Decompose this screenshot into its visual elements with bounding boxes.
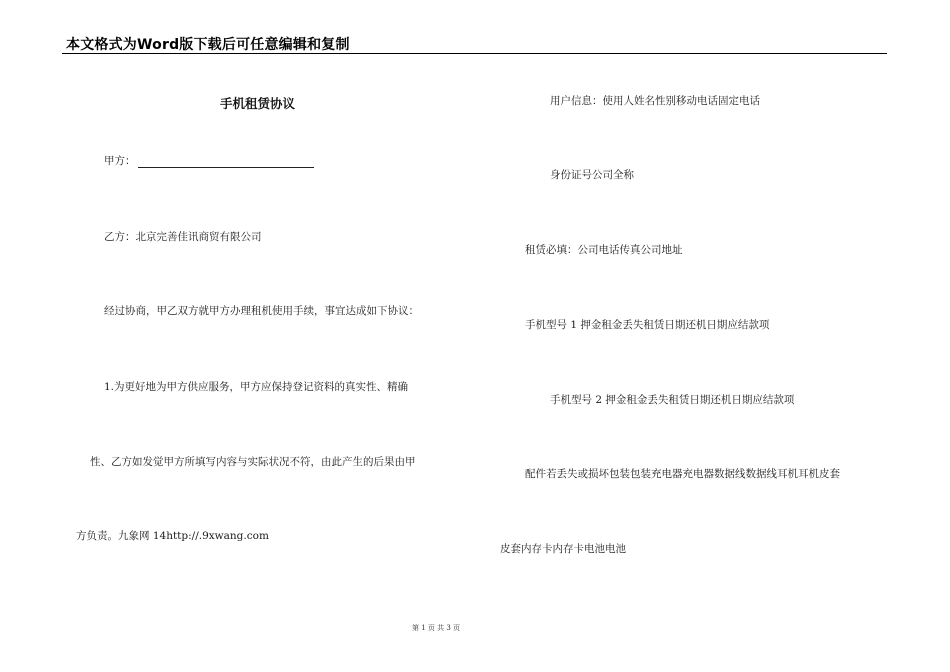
party-b-line: 乙方：北京完善佳讯商贸有限公司 <box>104 231 262 243</box>
party-a-label: 甲方： <box>104 155 136 167</box>
intro-paragraph: 经过协商，甲乙双方就甲方办理租机使用手续，事宜达成如下协议： <box>104 305 419 317</box>
header-divider <box>62 53 887 54</box>
rental-required-line: 租赁必填：公司电话传真公司地址 <box>525 244 683 256</box>
phone-model-2-line: 手机型号 2 押金租金丢失租赁日期还机日期应结款项 <box>550 394 795 406</box>
page-indicator: 第 1 页 共 3 页 <box>412 624 461 632</box>
phone-model-1-line: 手机型号 1 押金租金丢失租赁日期还机日期应结款项 <box>525 319 770 331</box>
clause-1-line-3: 方负责。九象网 14http://.9xwang.com <box>76 530 269 542</box>
id-company-line: 身份证号公司全称 <box>550 169 634 181</box>
clause-1-line-1: 1.为更好地为甲方供应服务，甲方应保持登记资料的真实性、精确 <box>104 381 409 393</box>
accessories-line: 配件若丢失或损坏包装包装充电器充电器数据线数据线耳机耳机皮套 <box>525 468 840 480</box>
party-a-line <box>104 154 314 168</box>
document-header-title: 本文格式为Word版下载后可任意编辑和复制 <box>66 37 350 53</box>
accessories-continued-line: 皮套内存卡内存卡电池电池 <box>500 543 626 555</box>
user-info-line: 用户信息：使用人姓名性别移动电话固定电话 <box>550 95 760 107</box>
agreement-title: 手机租赁协议 <box>220 96 296 111</box>
party-a-blank <box>138 157 314 168</box>
clause-1-line-2: 性、乙方如发觉甲方所填写内容与实际状况不符，由此产生的后果由甲 <box>90 456 416 468</box>
